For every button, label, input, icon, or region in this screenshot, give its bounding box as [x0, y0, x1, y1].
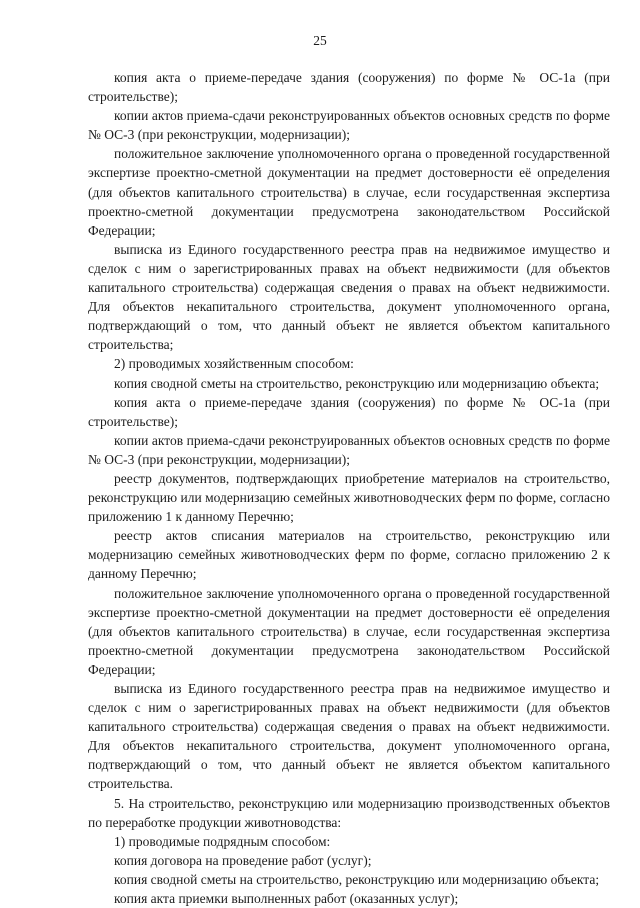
paragraph: положительное заключение уполномоченного органа о проведенной государственной экспертизе проектно-сметной документации на предмет достоверности её определения (для объектов капитального строительства) в случае, если государственная экспертиза проектно-сметной документации предусмотрена законодательством Российской Федерации;	[88, 585, 610, 677]
document-body	[88, 68, 610, 908]
paragraph: 2) проводимых хозяйственным способом:	[114, 356, 354, 372]
paragraph: копия акта приемки выполненных работ (оказанных услуг);	[114, 891, 459, 907]
paragraph: 1) проводимые подрядным способом:	[114, 833, 331, 849]
paragraph: копия сводной сметы на строительство, реконструкцию или модернизацию объекта;	[114, 871, 600, 887]
paragraph: выписка из Единого государственного реестра прав на недвижимое имущество и сделок с ним о зарегистрированных правах на объект недвижимости (для объектов капитального строительства) содержащая сведения о правах на объект недвижимости. Для объектов некапитального строительства, документ уполномоченного органа, подтверждающий о том, что данный объект не является объектом капитального строительства;	[88, 241, 610, 353]
paragraph: копия договора на проведение работ (услуг);	[114, 852, 372, 868]
paragraph: копия акта о приеме-передаче здания (сооружения) по форме № ОС-1а (при строительстве);	[88, 394, 610, 429]
page-number: 25	[313, 33, 327, 48]
paragraph: копия сводной сметы на строительство, реконструкцию или модернизацию объекта;	[114, 375, 600, 391]
paragraph: реестр документов, подтверждающих приобретение материалов на строительство, реконструкцию или модернизацию семейных животноводческих ферм по форме, согласно приложению 1 к данному Перечню;	[88, 470, 610, 525]
paragraph: выписка из Единого государственного реестра прав на недвижимое имущество и сделок с ним о зарегистрированных правах на объект недвижимости (для объектов капитального строительства) содержащая сведения о правах на объект недвижимости. Для объектов некапитального строительства, документ уполномоченного органа, подтверждающий о том, что данный объект не является объектом капитального строительства.	[88, 681, 610, 792]
paragraph: копия акта о приеме-передаче здания (сооружения) по форме № ОС-1а (при строительстве);	[88, 70, 610, 105]
paragraph: копии актов приема-сдачи реконструированных объектов основных средств по форме № ОС-3 (при реконструкции, модернизации);	[88, 432, 610, 467]
paragraph: 5. На строительство, реконструкцию или модернизацию производственных объектов по переработке продукции животноводства:	[88, 795, 610, 830]
paragraph: копии актов приема-сдачи реконструированных объектов основных средств по форме № ОС-3 (при реконструкции, модернизации);	[88, 108, 610, 143]
paragraph: реестр актов списания материалов на строительство, реконструкцию или модернизацию семейных животноводческих ферм по форме, согласно приложению 2 к данному Перечню;	[88, 528, 610, 582]
paragraph: положительное заключение уполномоченного органа о проведенной государственной экспертизе проектно-сметной документации на предмет достоверности её определения (для объектов капитального строительства) в случае, если государственная экспертиза проектно-сметной документации предусмотрена законодательством Российской Федерации;	[88, 146, 610, 238]
